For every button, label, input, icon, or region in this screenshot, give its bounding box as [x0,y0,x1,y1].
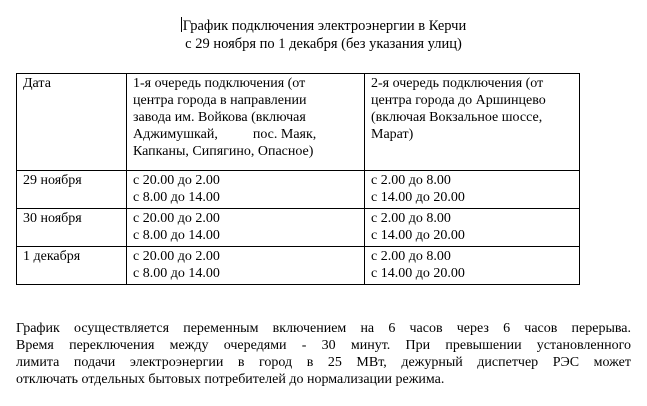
note-line: отключать отдельных бытовых потребителей до нормализации режима. [16,372,445,387]
title-line-2: с 29 ноября по 1 декабря (без указания улиц) [185,36,462,52]
document-title [0,17,647,53]
row-date: 30 ноября [17,209,127,247]
time-slot: с 8.00 до 14.00 [133,190,220,205]
row-queue-2 [365,171,580,209]
time-slot: с 2.00 до 8.00 [371,249,451,264]
header-queue-1-line: центра города в направлении [133,93,307,108]
time-slot: с 8.00 до 14.00 [133,266,220,281]
note-line: лимита подачи электроэнергии в город в 25 МВт, дежурный диспетчер РЭС может [16,355,631,370]
header-date: Дата [17,74,127,171]
header-queue-2 [365,74,580,171]
row-queue-1 [127,209,365,247]
schedule-table [16,73,580,285]
table-header-row [17,74,580,171]
table-row [17,247,580,285]
text-cursor [181,17,182,32]
time-slot: с 20.00 до 2.00 [133,211,220,226]
header-queue-1-line: Аджимушкай, пос. Маяк, [133,127,317,142]
table-row [17,209,580,247]
note-line: Время переключения между очередями - 30 минут. При превышении установленного [16,338,631,353]
time-slot: с 8.00 до 14.00 [133,228,220,243]
header-queue-2-line: 2-я очередь подключения (от [371,76,544,91]
row-date: 29 ноября [17,171,127,209]
header-queue-1-line: завода им. Войкова (включая [133,110,306,125]
time-slot: с 2.00 до 8.00 [371,211,451,226]
row-queue-2 [365,209,580,247]
header-queue-1 [127,74,365,171]
time-slot: с 20.00 до 2.00 [133,173,220,188]
header-queue-2-line: центра города до Аршинцево [371,93,546,108]
time-slot: с 14.00 до 20.00 [371,190,465,205]
time-slot: с 20.00 до 2.00 [133,249,220,264]
row-date: 1 декабря [17,247,127,285]
row-queue-2 [365,247,580,285]
schedule-note [16,320,631,388]
title-line-1: График подключения электроэнергии в Керчи [182,18,467,34]
time-slot: с 14.00 до 20.00 [371,228,465,243]
header-queue-1-line: Капканы, Сипягино, Опасное) [133,144,314,159]
time-slot: с 2.00 до 8.00 [371,173,451,188]
row-queue-1 [127,247,365,285]
note-line: График осуществляется переменным включением на 6 часов через 6 часов перерыва. [16,321,631,336]
table-row [17,171,580,209]
time-slot: с 14.00 до 20.00 [371,266,465,281]
header-queue-2-line: (включая Вокзальное шоссе, [371,110,543,125]
row-queue-1 [127,171,365,209]
header-queue-1-line: 1-я очередь подключения (от [133,76,306,91]
header-queue-2-line: Марат) [371,127,414,142]
